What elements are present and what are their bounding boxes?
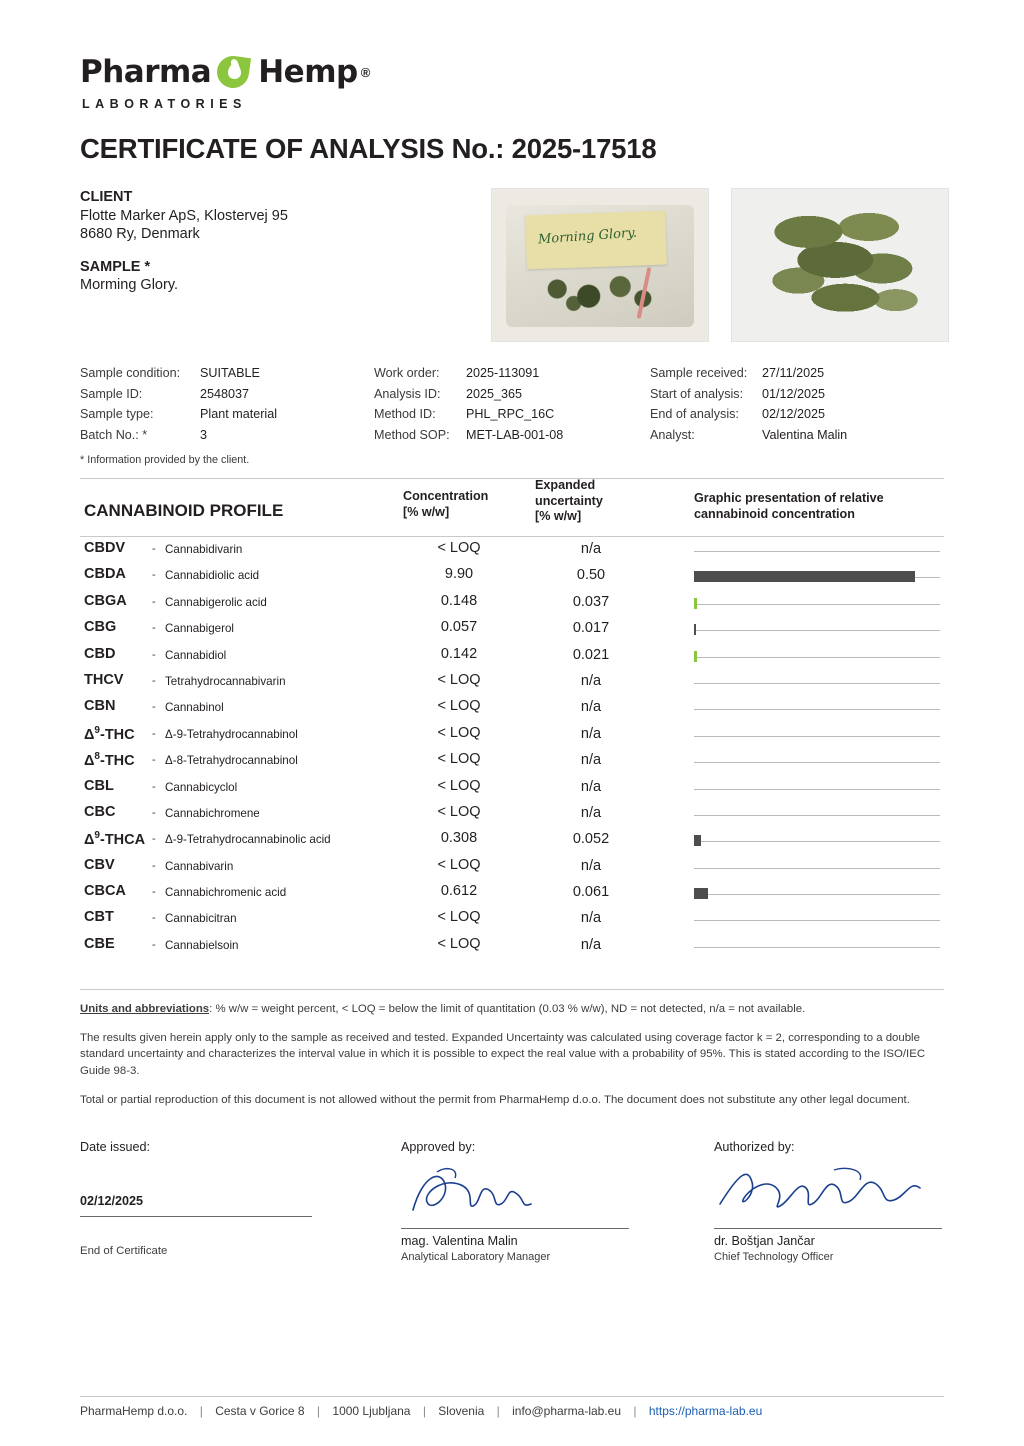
table-row xyxy=(80,670,944,696)
table-row xyxy=(80,776,944,802)
uncertainty-value: 0.50 xyxy=(576,567,606,584)
cannabinoid-abbreviation: $\Delta^9$-THC xyxy=(84,724,135,743)
name-dash: - xyxy=(152,674,156,687)
concentration-value: 0.308 xyxy=(440,830,478,847)
date-issued-value: 02/12/2025 xyxy=(80,1194,144,1208)
footer-divider xyxy=(80,1396,944,1397)
date-issued-label: Date issued: xyxy=(80,1140,151,1154)
client-heading: CLIENT xyxy=(80,189,133,205)
sample-material-photo xyxy=(731,188,949,342)
cannabinoid-abbreviation: $\Delta^9$-THCA xyxy=(84,830,146,849)
cannabinoid-full-name: Δ-8-Tetrahydrocannabinol xyxy=(165,754,298,768)
metadata-row xyxy=(80,428,277,449)
metadata-key: Sample type: xyxy=(80,407,154,421)
bar-track xyxy=(694,868,940,869)
cannabinoid-abbreviation: THCV xyxy=(84,671,124,688)
bar-track xyxy=(694,789,940,790)
divider-top xyxy=(80,478,944,479)
metadata-column-1 xyxy=(80,366,277,448)
cannabinoid-full-name: Cannabicyclol xyxy=(165,780,238,794)
cannabinoid-abbreviation: CBN xyxy=(84,698,116,715)
leaf-drop-icon xyxy=(217,54,253,90)
name-dash: - xyxy=(152,727,156,740)
cannabinoid-full-name: Δ-9-Tetrahydrocannabinol xyxy=(165,727,298,741)
footer-email[interactable]: info@pharma-lab.eu xyxy=(512,1404,622,1418)
cannabinoid-full-name: Cannabinol xyxy=(165,701,224,715)
uncertainty-note: The results given herein apply only to the sample as received and tested. Expanded Uncertainty was calculated using coverage factor k = 2, corresponding to a double standard uncertainty and characterizes the interval value in which it is possible to expect the real value with a probability of 95%. This is stated according to the ISO/IEC Guide 98-3. xyxy=(80,1032,926,1077)
table-row xyxy=(80,749,944,775)
column-header-graphic-line1: Graphic presentation of relative xyxy=(694,491,884,505)
metadata-row xyxy=(374,366,563,387)
metadata-value: MET-LAB-001-08 xyxy=(466,427,564,442)
metadata-column-2 xyxy=(374,366,563,448)
footer-separator: | xyxy=(199,1404,203,1418)
bar-track xyxy=(694,683,940,684)
bar-track xyxy=(694,894,940,895)
cannabinoid-abbreviation: CBG xyxy=(84,619,117,636)
units-text: : % w/w = weight percent, < LOQ = below the limit of quantitation (0.03 % w/w), ND = not detected, n/a = not available. xyxy=(209,1003,806,1015)
table-row xyxy=(80,907,944,933)
bar-track xyxy=(694,551,940,552)
table-row xyxy=(80,617,944,643)
units-label: Units and abbreviations xyxy=(80,1003,210,1015)
concentration-value: < LOQ xyxy=(437,751,481,768)
concentration-bar xyxy=(694,835,701,846)
authorized-rule xyxy=(714,1228,942,1229)
metadata-value: SUITABLE xyxy=(200,366,260,380)
logo-subtitle: LABORATORIES xyxy=(82,97,247,111)
column-header-concentration-line2: [% w/w] xyxy=(403,504,450,519)
approved-rule xyxy=(401,1228,629,1229)
table-row xyxy=(80,723,944,749)
cannabinoid-full-name: Cannabivarin xyxy=(165,859,234,873)
table-header xyxy=(80,478,944,539)
concentration-value: 0.057 xyxy=(440,619,478,636)
sample-heading: SAMPLE * xyxy=(80,258,151,275)
table-row xyxy=(80,538,944,564)
uncertainty-value: n/a xyxy=(580,936,602,953)
registered-mark: ® xyxy=(360,64,371,80)
metadata-value: Plant material xyxy=(200,407,277,421)
metadata-key: Sample ID: xyxy=(80,386,143,401)
reproduction-note: Total or partial reproduction of this document is not allowed without the permit from PharmaHemp d.o.o. The document does not substitute any other legal document. xyxy=(80,1093,910,1106)
concentration-bar xyxy=(694,888,708,899)
uncertainty-value: n/a xyxy=(580,857,602,874)
approved-signature-image xyxy=(401,1164,633,1220)
metadata-row xyxy=(650,366,847,387)
approved-role: Analytical Laboratory Manager xyxy=(401,1251,551,1263)
footer-company: PharmaHemp d.o.o. xyxy=(80,1404,188,1418)
bar-track xyxy=(694,947,940,948)
page-title: CERTIFICATE OF ANALYSIS No.: 2025-17518 xyxy=(80,133,657,164)
name-dash: - xyxy=(152,912,156,925)
column-header-concentration xyxy=(403,489,523,520)
name-dash: - xyxy=(152,886,156,899)
footer-separator: | xyxy=(496,1404,500,1418)
cannabinoid-full-name: Cannabigerol xyxy=(165,622,234,636)
cannabinoid-abbreviation: CBCA xyxy=(84,883,126,900)
cannabinoid-abbreviation: CBD xyxy=(84,645,116,662)
table-row xyxy=(80,591,944,617)
cannabinoid-abbreviation: $\Delta^8$-THC xyxy=(84,751,135,769)
concentration-value: < LOQ xyxy=(437,724,481,741)
cannabinoid-abbreviation: CBC xyxy=(84,803,116,820)
client-block xyxy=(80,188,480,295)
metadata-key: Analysis ID: xyxy=(374,386,441,401)
metadata-value: 3 xyxy=(200,427,208,442)
bar-track xyxy=(694,709,940,710)
concentration-bar xyxy=(694,624,696,635)
metadata-value: 2025_365 xyxy=(466,386,523,401)
uncertainty-value: n/a xyxy=(580,725,602,742)
bar-track xyxy=(694,762,940,763)
cannabinoid-abbreviation: CBL xyxy=(84,777,114,794)
metadata-value: 2025-113091 xyxy=(466,366,540,380)
bar-track xyxy=(694,920,940,921)
metadata-key: Batch No.: * xyxy=(80,427,148,442)
cannabinoid-full-name: Tetrahydrocannabivarin xyxy=(165,674,286,688)
footer-country: Slovenia xyxy=(438,1404,485,1418)
name-dash: - xyxy=(152,859,156,872)
bar-track xyxy=(694,736,940,737)
table-row xyxy=(80,828,944,854)
notes-block xyxy=(80,1001,944,1121)
cannabinoid-full-name: Cannabigerolic acid xyxy=(165,595,267,609)
metadata-row xyxy=(650,387,847,408)
cannabinoid-full-name: Cannabidivarin xyxy=(165,543,243,556)
footer-postal: 1000 Ljubljana xyxy=(332,1404,411,1418)
column-header-uncertainty xyxy=(535,478,655,525)
concentration-value: 0.148 xyxy=(440,592,478,609)
name-dash: - xyxy=(152,543,156,555)
table-row xyxy=(80,934,944,960)
metadata-row xyxy=(374,407,563,428)
name-dash: - xyxy=(152,780,156,793)
table-row xyxy=(80,644,944,670)
page-footer xyxy=(80,1404,944,1418)
concentration-value: < LOQ xyxy=(437,909,481,926)
concentration-bar xyxy=(694,598,697,609)
metadata-row xyxy=(80,366,277,387)
uncertainty-value: 0.021 xyxy=(572,646,610,663)
cannabinoid-full-name: Cannabichromenic acid xyxy=(165,886,287,900)
table-row xyxy=(80,802,944,828)
cannabinoid-full-name: Δ-9-Tetrahydrocannabinolic acid xyxy=(165,833,331,847)
client-address-line1: Flotte Marker ApS, Klostervej 95 xyxy=(80,207,288,224)
units-abbreviations-note xyxy=(80,1001,944,1017)
uncertainty-value: 0.052 xyxy=(572,831,610,848)
column-header-graphic xyxy=(694,491,944,522)
metadata-row xyxy=(650,428,847,449)
column-header-graphic-line2: cannabinoid concentration xyxy=(694,506,855,521)
uncertainty-value: n/a xyxy=(580,752,602,769)
cannabinoid-full-name: Cannabidiolic acid xyxy=(165,569,260,583)
metadata-value: PHL_RPC_16C xyxy=(466,407,555,421)
authorized-signature-image xyxy=(714,1164,946,1220)
uncertainty-value: 0.061 xyxy=(572,884,610,901)
concentration-value: < LOQ xyxy=(437,671,481,688)
name-dash: - xyxy=(152,938,156,951)
cannabinoid-full-name: Cannabicitran xyxy=(165,912,237,926)
client-info-footnote: * Information provided by the client. xyxy=(80,454,250,466)
name-dash: - xyxy=(152,595,156,608)
uncertainty-value: n/a xyxy=(580,699,602,716)
concentration-value: < LOQ xyxy=(437,803,481,820)
footer-website-link[interactable]: https://pharma-lab.eu xyxy=(648,1404,763,1418)
name-dash: - xyxy=(152,806,156,819)
concentration-value: 9.90 xyxy=(444,566,474,583)
date-issued-rule xyxy=(80,1216,312,1217)
uncertainty-value: n/a xyxy=(580,910,602,927)
metadata-row xyxy=(80,407,277,428)
column-header-concentration-line1: Concentration xyxy=(403,489,489,503)
bar-track xyxy=(694,604,940,605)
metadata-value: 27/11/2025 xyxy=(762,366,825,380)
metadata-key: Analyst: xyxy=(650,427,695,442)
metadata-row xyxy=(650,407,847,428)
brand-logo xyxy=(80,52,500,111)
cannabinoid-abbreviation: CBE xyxy=(84,935,115,952)
footer-separator: | xyxy=(316,1404,321,1418)
authorized-role: Chief Technology Officer xyxy=(714,1251,834,1263)
authorized-by-label: Authorized by: xyxy=(714,1140,795,1154)
concentration-value: < LOQ xyxy=(437,777,481,794)
approved-by-column xyxy=(401,1140,651,1263)
divider-table-head xyxy=(80,536,944,537)
concentration-value: 0.612 xyxy=(440,883,478,900)
metadata-column-3 xyxy=(650,366,847,448)
cannabinoid-abbreviation: CBV xyxy=(84,856,115,873)
name-dash: - xyxy=(152,833,156,846)
concentration-bar xyxy=(694,571,915,582)
uncertainty-value: 0.017 xyxy=(572,620,610,637)
cannabinoid-full-name: Cannabichromene xyxy=(165,806,260,820)
authorized-name: dr. Boštjan Jančar xyxy=(714,1234,815,1248)
table-row xyxy=(80,855,944,881)
bar-track xyxy=(694,630,940,631)
name-dash: - xyxy=(152,648,156,661)
sample-bag-photo xyxy=(491,188,709,342)
metadata-key: Method SOP: xyxy=(374,427,450,442)
table-row xyxy=(80,564,944,590)
column-header-uncertainty-line1: Expanded xyxy=(535,478,596,492)
metadata-key: Work order: xyxy=(374,366,440,380)
handwritten-sample-label: Morning Glory. xyxy=(537,225,638,248)
footer-separator: | xyxy=(633,1404,637,1418)
cannabinoid-abbreviation: CBT xyxy=(84,909,114,926)
bar-track xyxy=(694,657,940,658)
concentration-value: < LOQ xyxy=(437,540,481,556)
metadata-value: Valentina Malin xyxy=(762,427,848,442)
metadata-row xyxy=(80,387,277,408)
metadata-key: Start of analysis: xyxy=(650,386,744,401)
authorized-by-column xyxy=(714,1140,964,1263)
sample-name: Morming Glory. xyxy=(80,277,179,294)
cannabinoid-abbreviation: CBDA xyxy=(84,566,126,583)
approved-by-label: Approved by: xyxy=(401,1140,476,1154)
sample-photos xyxy=(491,188,949,342)
cannabinoid-full-name: Cannabielsoin xyxy=(165,938,239,952)
footer-separator: | xyxy=(422,1404,426,1418)
concentration-value: < LOQ xyxy=(437,856,481,873)
metadata-row xyxy=(374,428,563,449)
metadata-value: 01/12/2025 xyxy=(762,386,826,401)
metadata-key: Sample received: xyxy=(650,366,748,380)
uncertainty-value: n/a xyxy=(580,541,602,557)
divider-table-bottom xyxy=(80,989,944,990)
footer-address: Cesta v Gorice 8 xyxy=(215,1404,305,1418)
table-row xyxy=(80,696,944,722)
metadata-row xyxy=(374,387,563,408)
cannabinoid-full-name: Cannabidiol xyxy=(165,648,227,662)
uncertainty-value: 0.037 xyxy=(572,593,610,610)
uncertainty-value: n/a xyxy=(580,804,602,821)
end-of-certificate: End of Certificate xyxy=(80,1245,168,1257)
metadata-key: End of analysis: xyxy=(650,407,739,421)
uncertainty-value: n/a xyxy=(580,778,602,795)
name-dash: - xyxy=(152,754,156,767)
concentration-bar xyxy=(694,651,697,662)
date-issued-column xyxy=(80,1140,330,1217)
concentration-value: < LOQ xyxy=(437,935,481,952)
name-dash: - xyxy=(152,569,156,582)
column-header-uncertainty-line3: [% w/w] xyxy=(535,509,582,524)
metadata-key: Sample condition: xyxy=(80,366,181,380)
column-header-uncertainty-line2: uncertainty xyxy=(535,493,603,508)
metadata-value: 02/12/2025 xyxy=(762,407,826,421)
name-dash: - xyxy=(152,622,156,635)
cannabinoid-abbreviation: CBGA xyxy=(84,592,127,609)
table-row xyxy=(80,881,944,907)
logo-row xyxy=(80,52,500,92)
concentration-value: 0.142 xyxy=(440,645,478,662)
approved-name: mag. Valentina Malin xyxy=(401,1234,518,1248)
bar-track xyxy=(694,815,940,816)
metadata-key: Method ID: xyxy=(374,407,436,421)
name-dash: - xyxy=(152,701,156,714)
cannabinoid-abbreviation: CBDV xyxy=(84,540,126,556)
concentration-value: < LOQ xyxy=(437,698,481,715)
logo-word-pharma: Pharma xyxy=(80,54,212,90)
column-header-profile: CANNABINOID PROFILE xyxy=(84,501,284,520)
client-address-line2: 8680 Ry, Denmark xyxy=(80,226,200,243)
bar-track xyxy=(694,841,940,842)
cannabinoid-table xyxy=(80,538,944,960)
uncertainty-value: n/a xyxy=(580,672,602,689)
metadata-value: 2548037 xyxy=(200,386,250,401)
logo-word-hemp: Hemp xyxy=(258,54,358,90)
